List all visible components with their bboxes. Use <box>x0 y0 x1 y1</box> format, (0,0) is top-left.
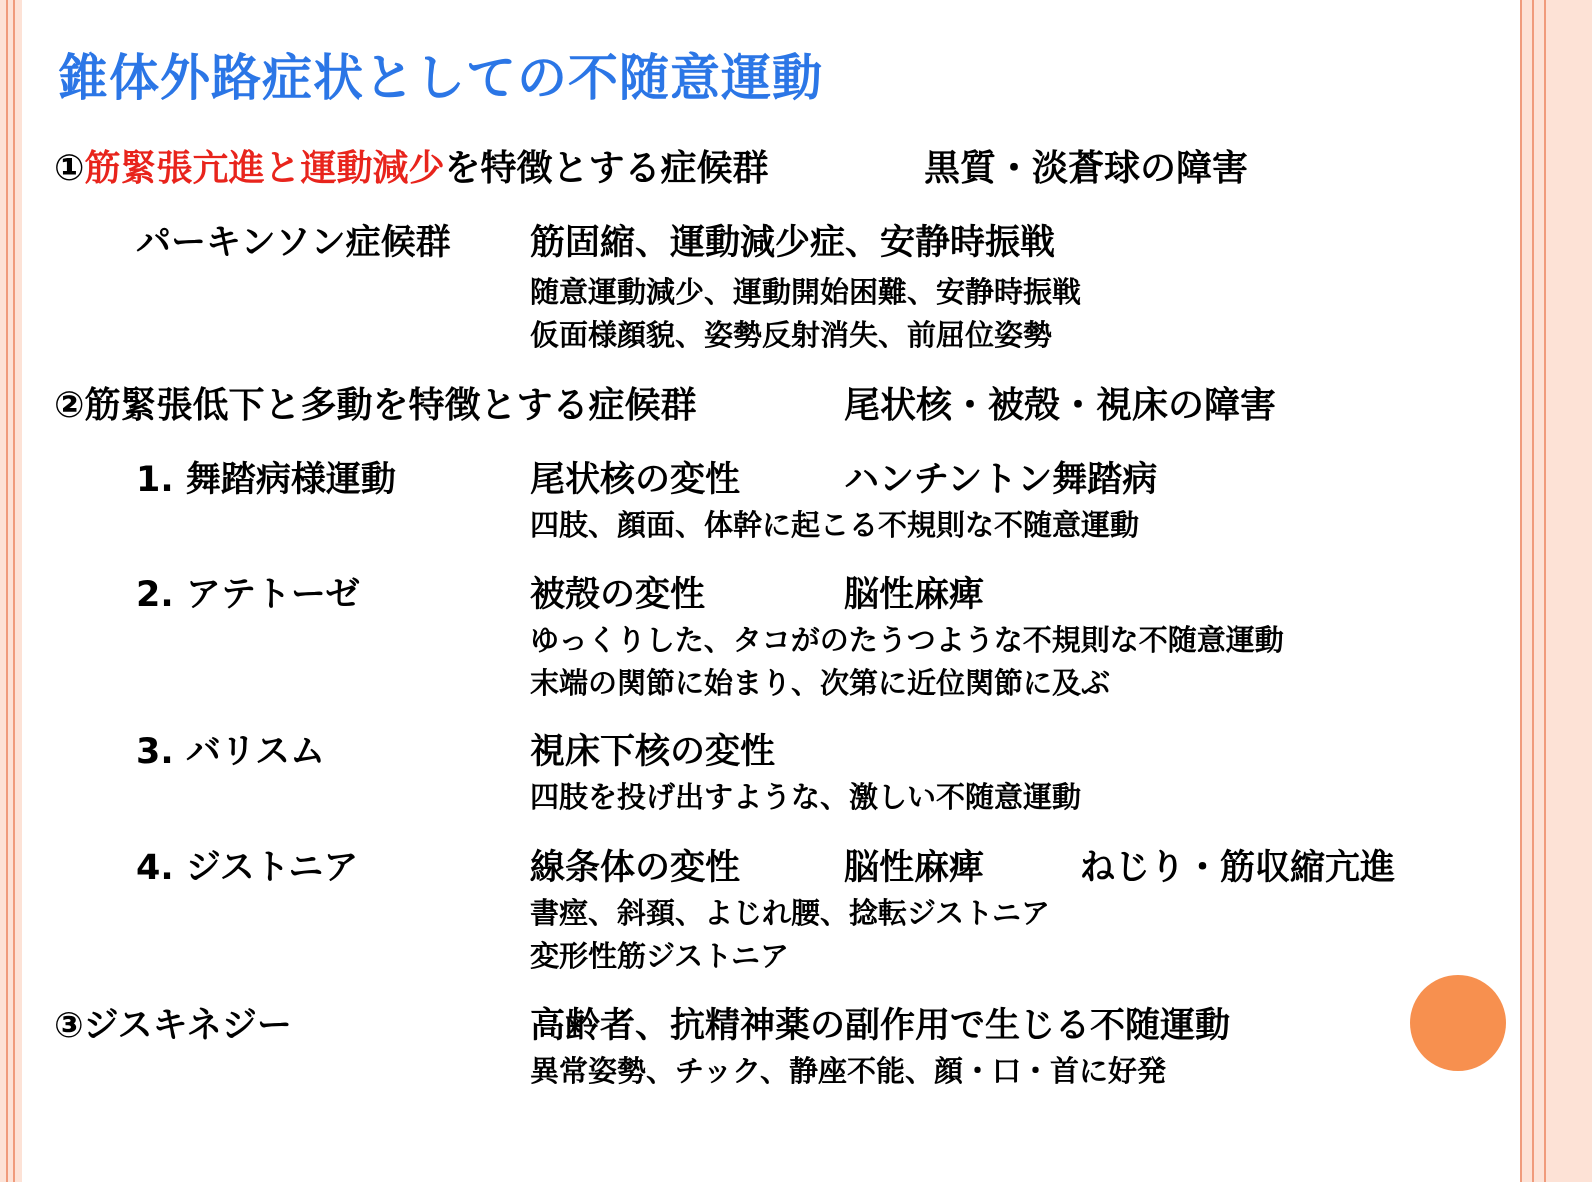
slide-title: 錐体外路症状としての不随意運動 <box>58 49 823 107</box>
item2-lesion: 被殻の変性 <box>530 575 706 615</box>
item3-detail-1: 四肢を投げ出すような、激しい不随意運動 <box>530 780 1082 814</box>
section1-site: 黒質・淡蒼球の障害 <box>924 148 1249 189</box>
item1-label: 1. 舞踏病様運動 <box>136 460 396 500</box>
section3-heading: ③ジスキネジー <box>54 1006 292 1046</box>
orange-circle-decoration <box>1410 975 1506 1071</box>
right-decorative-border <box>1520 0 1592 1182</box>
item4-extra: ねじり・筋収縮亢進 <box>1080 848 1396 888</box>
item4-label: 4. ジストニア <box>136 848 359 888</box>
item4-disease: 脳性麻痺 <box>844 848 985 888</box>
item2-disease: 脳性麻痺 <box>844 575 985 615</box>
item3-lesion: 視床下核の変性 <box>530 732 776 772</box>
item4-lesion: 線条体の変性 <box>530 848 741 888</box>
parkinson-main: 筋固縮、運動減少症、安静時振戦 <box>530 223 1056 263</box>
item4-detail-2: 変形性筋ジストニア <box>530 939 789 973</box>
section3-detail: 異常姿勢、チック、静座不能、顔・口・首に好発 <box>530 1054 1166 1088</box>
section3-main: 高齢者、抗精神薬の副作用で生じる不随運動 <box>530 1006 1231 1046</box>
parkinson-detail-1: 随意運動減少、運動開始困難、安静時振戦 <box>530 275 1082 309</box>
item1-detail-1: 四肢、顔面、体幹に起こる不規則な不随意運動 <box>530 508 1140 542</box>
item2-detail-2: 末端の関節に始まり、次第に近位関節に及ぶ <box>530 666 1111 700</box>
section1-heading <box>54 140 769 191</box>
section2-heading: ②筋緊張低下と多動を特徴とする症候群 <box>54 385 697 426</box>
section1-rest: を特徴とする症候群 <box>444 148 769 189</box>
section1-highlight: 筋緊張亢進と運動減少 <box>84 148 445 189</box>
item2-detail-1: ゆっくりした、タコがのたうつような不規則な不随意運動 <box>530 623 1284 657</box>
left-decorative-border <box>0 0 22 1182</box>
section2-site: 尾状核・被殻・視床の障害 <box>844 385 1277 426</box>
parkinson-detail-2: 仮面様顔貌、姿勢反射消失、前屈位姿勢 <box>530 318 1053 352</box>
item3-label: 3. バリスム <box>136 732 326 772</box>
item2-label: 2. アテトーゼ <box>136 575 361 615</box>
item1-disease: ハンチントン舞踏病 <box>844 460 1158 500</box>
parkinson-label: パーキンソン症候群 <box>136 223 451 263</box>
item1-lesion: 尾状核の変性 <box>530 460 741 500</box>
item4-detail-1: 書痙、斜頚、よじれ腰、捻転ジストニア <box>530 896 1050 930</box>
section1-number: ① <box>54 148 85 189</box>
